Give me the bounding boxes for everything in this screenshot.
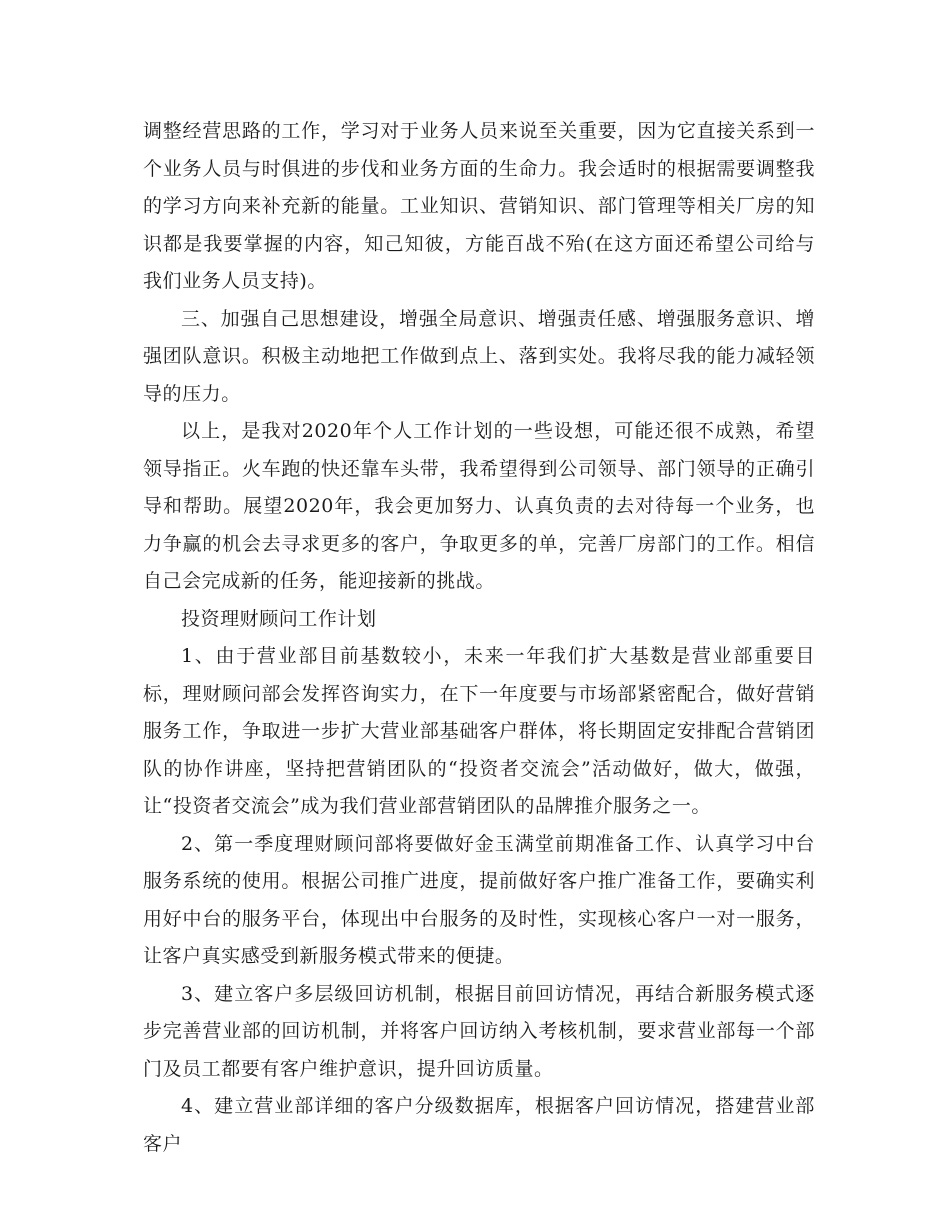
paragraph-item-1: 1、由于营业部目前基数较小，未来一年我们扩大基数是营业部重要目标，理财顾问部会发挥咨询实力，在下一年度要与市场部紧密配合，做好营销服务工作，争取进一步扩大营业部基础客户群体，将长期固定安排配合营销团队的协作讲座，坚持把营销团队的“投资者交流会”活动做好，做大，做强，让“投资者交流会”成为我们营业部营销团队的品牌推介服务之一。 xyxy=(143,645,815,817)
paragraph-item-3: 3、建立客户多层级回访机制，根据目前回访情况，再结合新服务模式逐步完善营业部的回访机制，并将客户回访纳入考核机制，要求营业部每一个部门及员工都要有客户维护意识，提升回访质量。 xyxy=(143,982,815,1080)
paragraph-item-4: 4、建立营业部详细的客户分级数据库，根据客户回访情况，搭建营业部客户 xyxy=(143,1095,815,1155)
paragraph-continuation: 调整经营思路的工作，学习对于业务人员来说至关重要，因为它直接关系到一个业务人员与时俱进的步伐和业务方面的生命力。我会适时的根据需要调整我的学习方向来补充新的能量。工业知识、营销知识、部门管理等相关厂房的知识都是我要掌握的内容，知己知彼，方能百战不殆(在这方面还希望公司给与我们业务人员支持)。 xyxy=(143,120,815,292)
document-body xyxy=(143,113,815,1163)
paragraph-section-three: 三、加强自己思想建设，增强全局意识、增强责任感、增强服务意识、增强团队意识。积极主动地把工作做到点上、落到实处。我将尽我的能力减轻领导的压力。 xyxy=(143,307,815,405)
paragraph-item-2: 2、第一季度理财顾问部将要做好金玉满堂前期准备工作、认真学习中台服务系统的使用。根据公司推广进度，提前做好客户推广准备工作，要确实利用好中台的服务平台，体现出中台服务的及时性，实现核心客户一对一服务，让客户真实感受到新服务模式带来的便捷。 xyxy=(143,832,815,967)
paragraph-closing: 以上，是我对2020年个人工作计划的一些设想，可能还很不成熟，希望领导指正。火车跑的快还靠车头带，我希望得到公司领导、部门领导的正确引导和帮助。展望2020年，我会更加努力、认真负责的去对待每一个业务，也力争赢的机会去寻求更多的客户，争取更多的单，完善厂房部门的工作。相信自己会完成新的任务，能迎接新的挑战。 xyxy=(143,420,815,592)
section-heading: 投资理财顾问工作计划 xyxy=(181,607,377,630)
